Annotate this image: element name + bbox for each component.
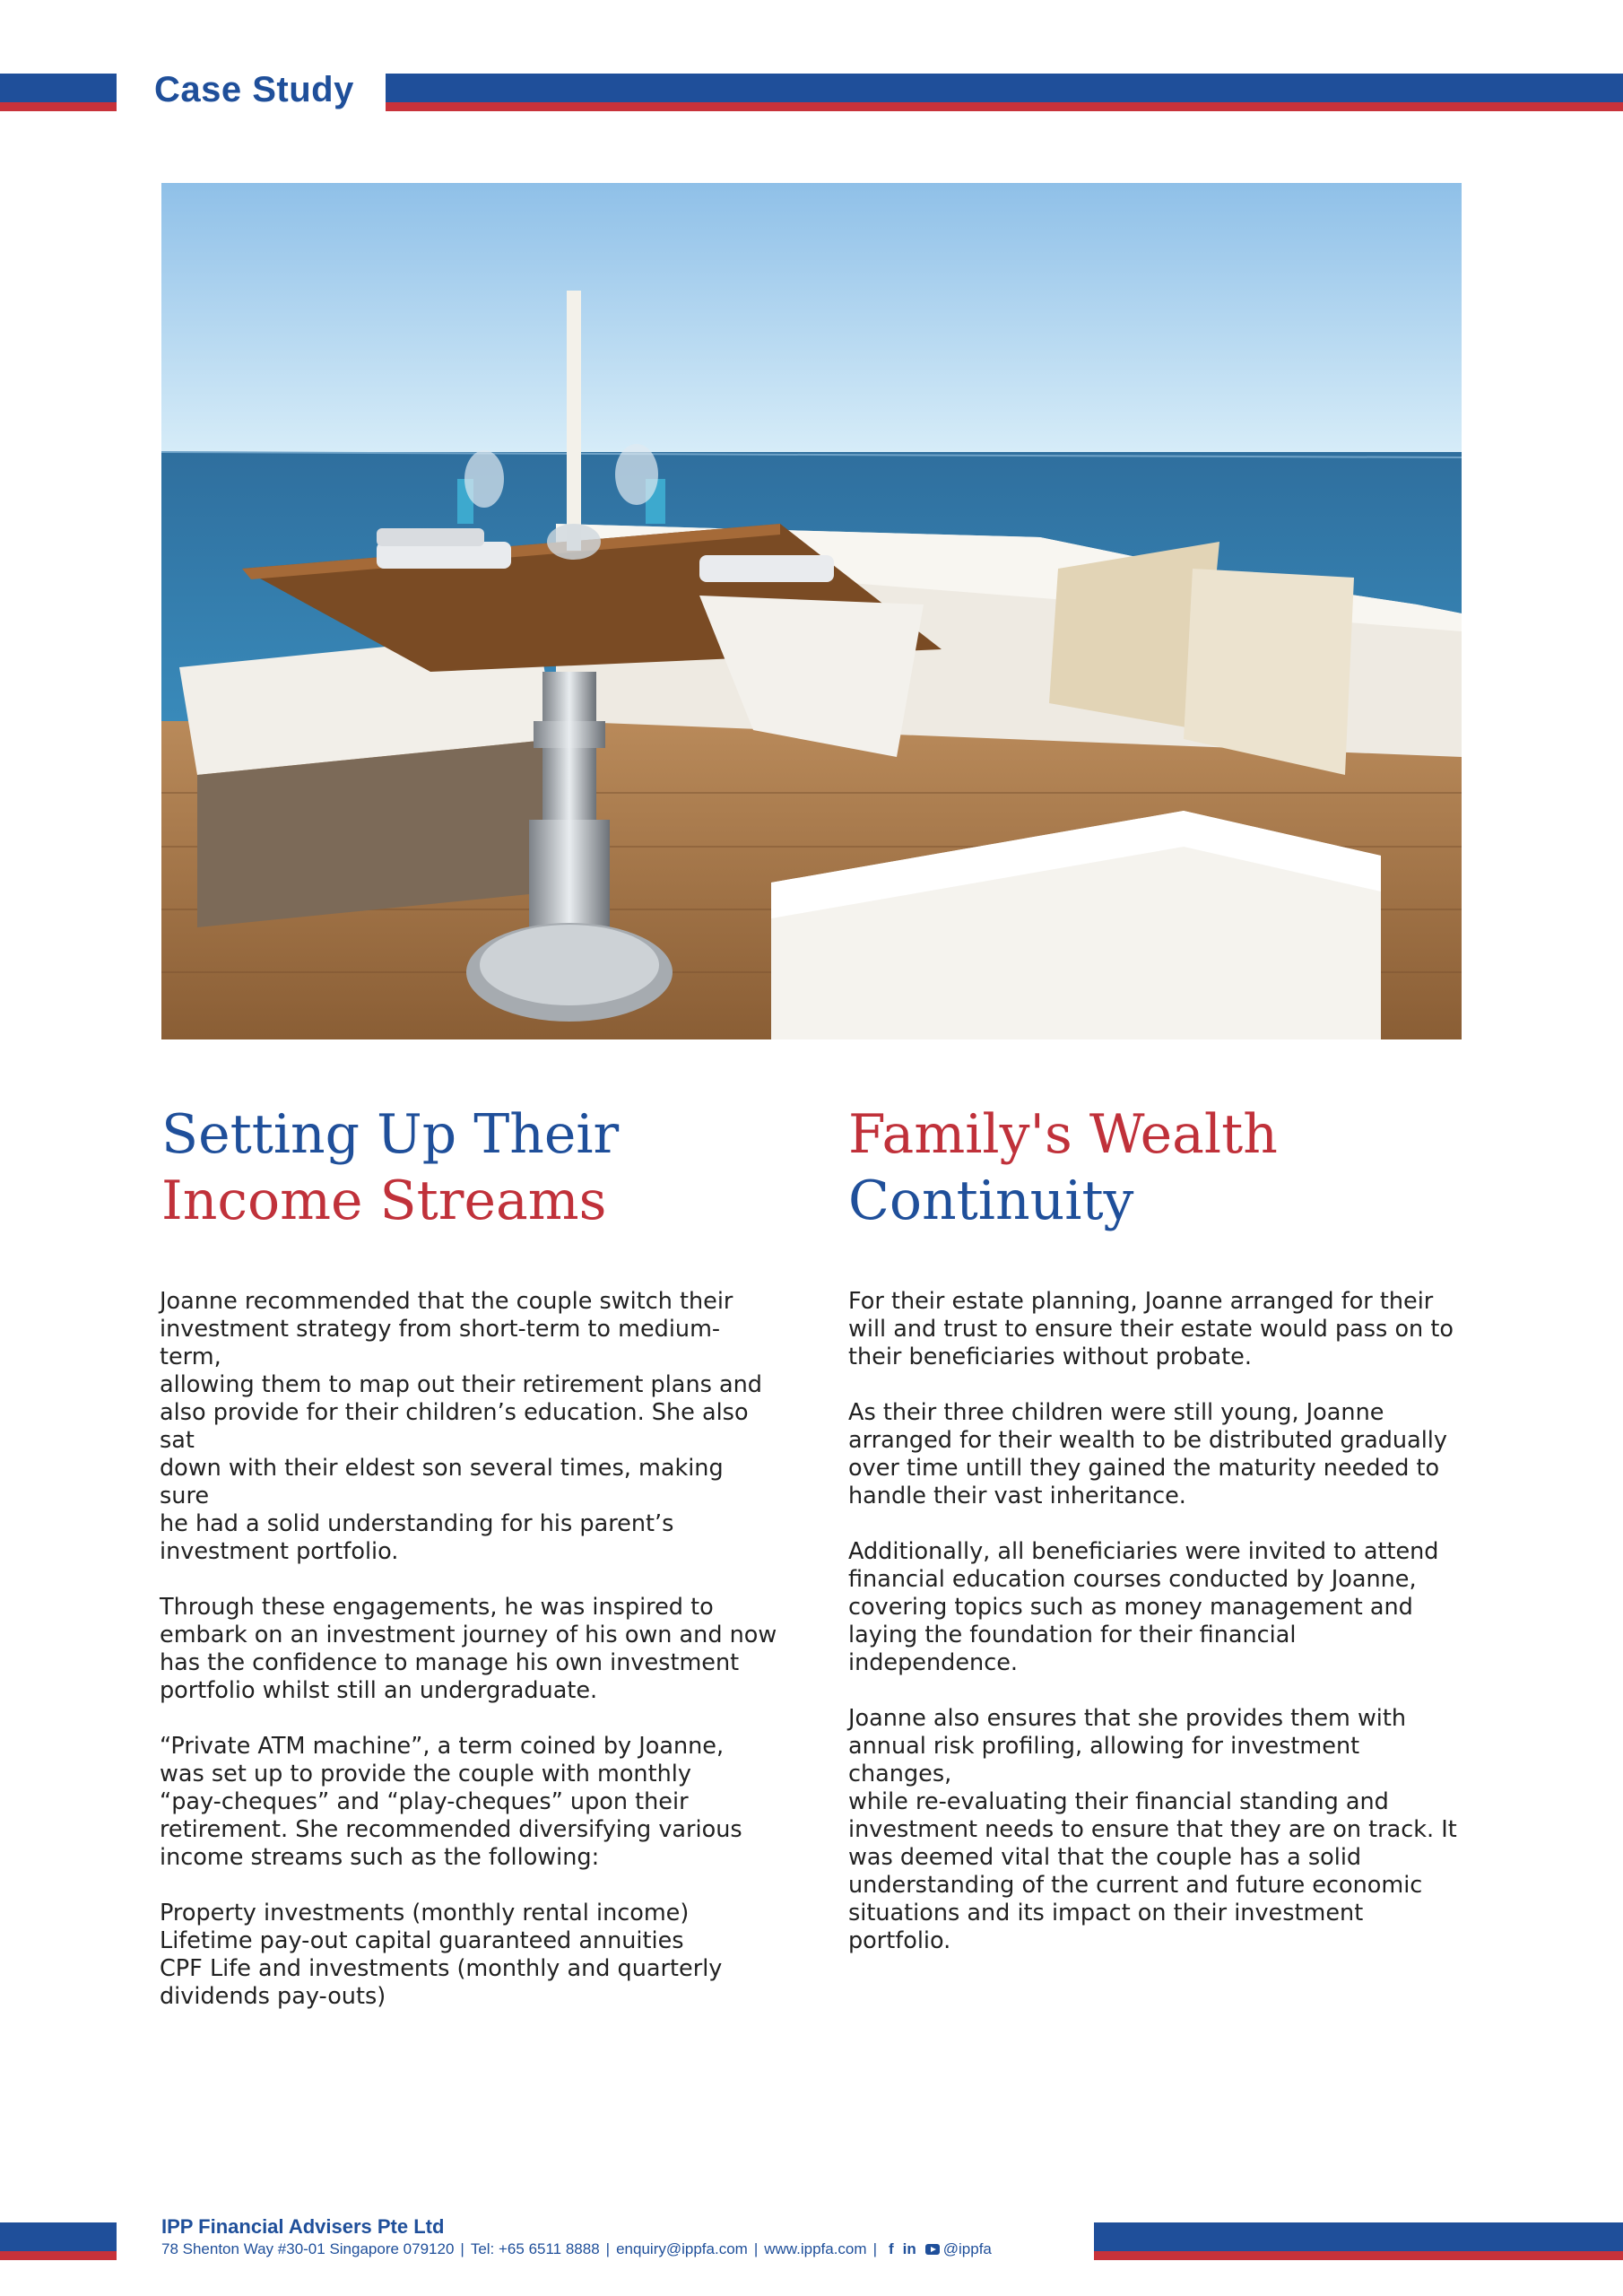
footer-contact-line: 78 Shenton Way #30-01 Singapore 079120 | Tel: +65 6511 8888 | enquiry@ippfa.com | www.ippfa.com | f in @ippfa [161,2240,992,2257]
right-heading [848,1101,1278,1234]
right-paragraph: Joanne also ensures that she provides them with annual risk profiling, allowing for investment changes, while re-evaluating their financial standing and investment needs to ensure that they are on track. It was deemed vital that the couple has a solid understanding of the current and future economic situations and its impact on their investment portfolio. [848,1705,1457,1954]
right-paragraph: For their estate planning, Joanne arranged for their will and trust to ensure their estate would pass on to their beneficiaries without probate. [848,1288,1454,1370]
footer-address: 78 Shenton Way #30-01 Singapore 079120 [161,2240,455,2257]
left-heading-line2: Income Streams [161,1170,607,1232]
left-column-body [160,1288,778,2011]
right-column-body [848,1288,1467,1983]
left-heading [161,1101,619,1234]
footer-company-name: IPP Financial Advisers Pte Ltd [161,2215,445,2238]
footer-email-link[interactable]: enquiry@ippfa.com [616,2240,748,2257]
right-paragraph: Additionally, all beneficiaries were invited to attend financial education courses conducted by Joanne, covering topics such as money management and laying the foundation for their financial independence. [848,1538,1439,1676]
footer-tel: Tel: +65 6511 8888 [470,2240,600,2257]
left-heading-line1: Setting Up Their [161,1103,620,1166]
left-paragraph: Through these engagements, he was inspired to embark on an investment journey of his own and now has the confidence to manage his own investment portfolio whilst still an undergraduate. [160,1594,777,1704]
footer-bar-left [0,2222,117,2260]
header-bar-left [0,74,117,111]
right-heading-line2: Continuity [848,1170,1134,1232]
facebook-icon[interactable]: f [888,2240,894,2257]
footer-social-handle[interactable]: @ippfa [942,2240,992,2257]
list-item: Lifetime pay-out capital guaranteed annuities [160,1927,684,1954]
list-item: CPF Life and investments (monthly and quarterly dividends pay-outs) [160,1955,723,2010]
hero-image [161,183,1462,1039]
footer-social [889,2240,940,2258]
linkedin-icon[interactable]: in [902,2240,916,2257]
youtube-icon[interactable] [925,2244,940,2255]
left-paragraph: Joanne recommended that the couple switch their investment strategy from short-term to medium-term, allowing them to map out their retirement plans and also provide for their children’s education. She also sat down with their eldest son several times, making sure he had a solid understanding for his parent’s investment portfolio. [160,1288,762,1565]
income-streams-list [160,1900,778,2011]
right-heading-line1: Family's Wealth [848,1103,1278,1166]
footer-bar-right [1094,2222,1623,2260]
page-title: Case Study [154,70,354,109]
footer-website-link[interactable]: www.ippfa.com [764,2240,867,2257]
header-bar-right [386,74,1623,111]
list-item: Property investments (monthly rental income) [160,1900,690,1926]
right-paragraph: As their three children were still young, Joanne arranged for their wealth to be distributed gradually over time untill they gained the maturity needed to handle their vast inheritance. [848,1399,1447,1509]
left-paragraph: “Private ATM machine”, a term coined by Joanne, was set up to provide the couple with monthly “pay-cheques” and “play-cheques” upon their retirement. She recommended diversifying various income streams such as the following: [160,1733,742,1871]
